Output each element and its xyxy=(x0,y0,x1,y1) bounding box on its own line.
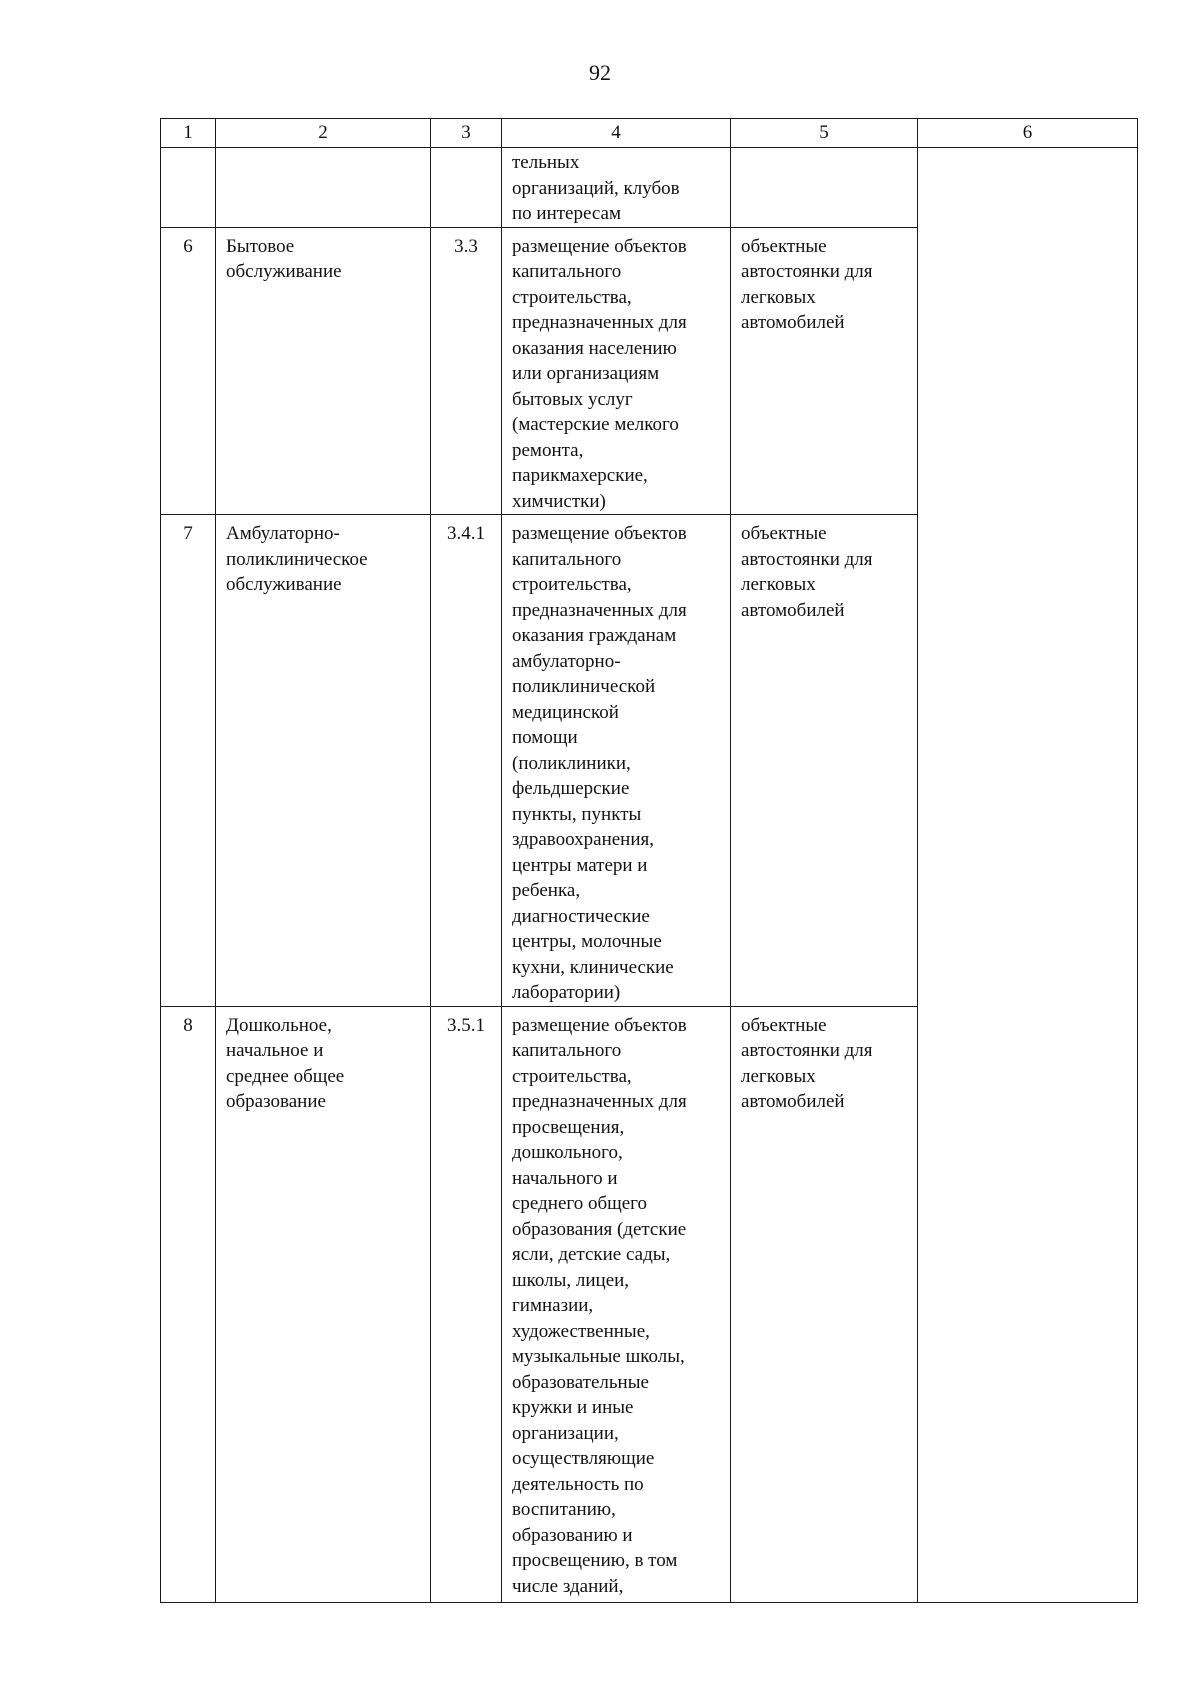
header-cell-5: 5 xyxy=(731,119,918,148)
row-description: размещение объектов капитального строительства, предназначенных для оказания населению или организациям бытовых услуг (мастерские мелкого ремонта, парикмахерские, химчистки) xyxy=(502,227,731,515)
row-description: размещение объектов капитального строительства, предназначенных для оказания гражданам амбулаторно- поликлинической медицинской помощи (поликлиники, фельдшерские пункты, пункты здравоохранения, центры матери и ребенка, диагностические центры, молочные кухни, клинические лаборатории) xyxy=(502,515,731,1007)
row-number: 6 xyxy=(161,227,216,515)
row-description: размещение объектов капитального строительства, предназначенных для просвещения, дошкольного, начального и среднего общего образования (детские ясли, детские сады, школы, лицеи, гимназии, художественные, музыкальные школы, образовательные кружки и иные организации, осуществляющие деятельность по воспитанию, образованию и просвещению, в том числе зданий, xyxy=(502,1006,731,1602)
row-parking: объектные автостоянки для легковых автомобилей xyxy=(731,1006,918,1602)
row-parking: объектные автостоянки для легковых автомобилей xyxy=(731,515,918,1007)
row-number: 8 xyxy=(161,1006,216,1602)
header-cell-2: 2 xyxy=(216,119,431,148)
table-header-row xyxy=(161,119,1138,148)
continuation-description: тельных организаций, клубов по интересам xyxy=(502,148,731,228)
page-number: 92 xyxy=(589,60,611,85)
regulations-table xyxy=(160,118,1138,1603)
row-parking: объектные автостоянки для легковых автомобилей xyxy=(731,227,918,515)
header-cell-4: 4 xyxy=(502,119,731,148)
row-code: 3.5.1 xyxy=(431,1006,502,1602)
continuation-row xyxy=(161,148,1138,228)
column-6-cell xyxy=(918,148,1138,1603)
row-code: 3.4.1 xyxy=(431,515,502,1007)
continuation-col3 xyxy=(431,148,502,228)
row-name: Дошкольное, начальное и среднее общее образование xyxy=(216,1006,431,1602)
continuation-col2 xyxy=(216,148,431,228)
continuation-col1 xyxy=(161,148,216,228)
row-name: Амбулаторно- поликлиническое обслуживание xyxy=(216,515,431,1007)
continuation-col5 xyxy=(731,148,918,228)
row-code: 3.3 xyxy=(431,227,502,515)
row-name: Бытовое обслуживание xyxy=(216,227,431,515)
header-cell-3: 3 xyxy=(431,119,502,148)
row-number: 7 xyxy=(161,515,216,1007)
header-cell-6: 6 xyxy=(918,119,1138,148)
header-cell-1: 1 xyxy=(161,119,216,148)
